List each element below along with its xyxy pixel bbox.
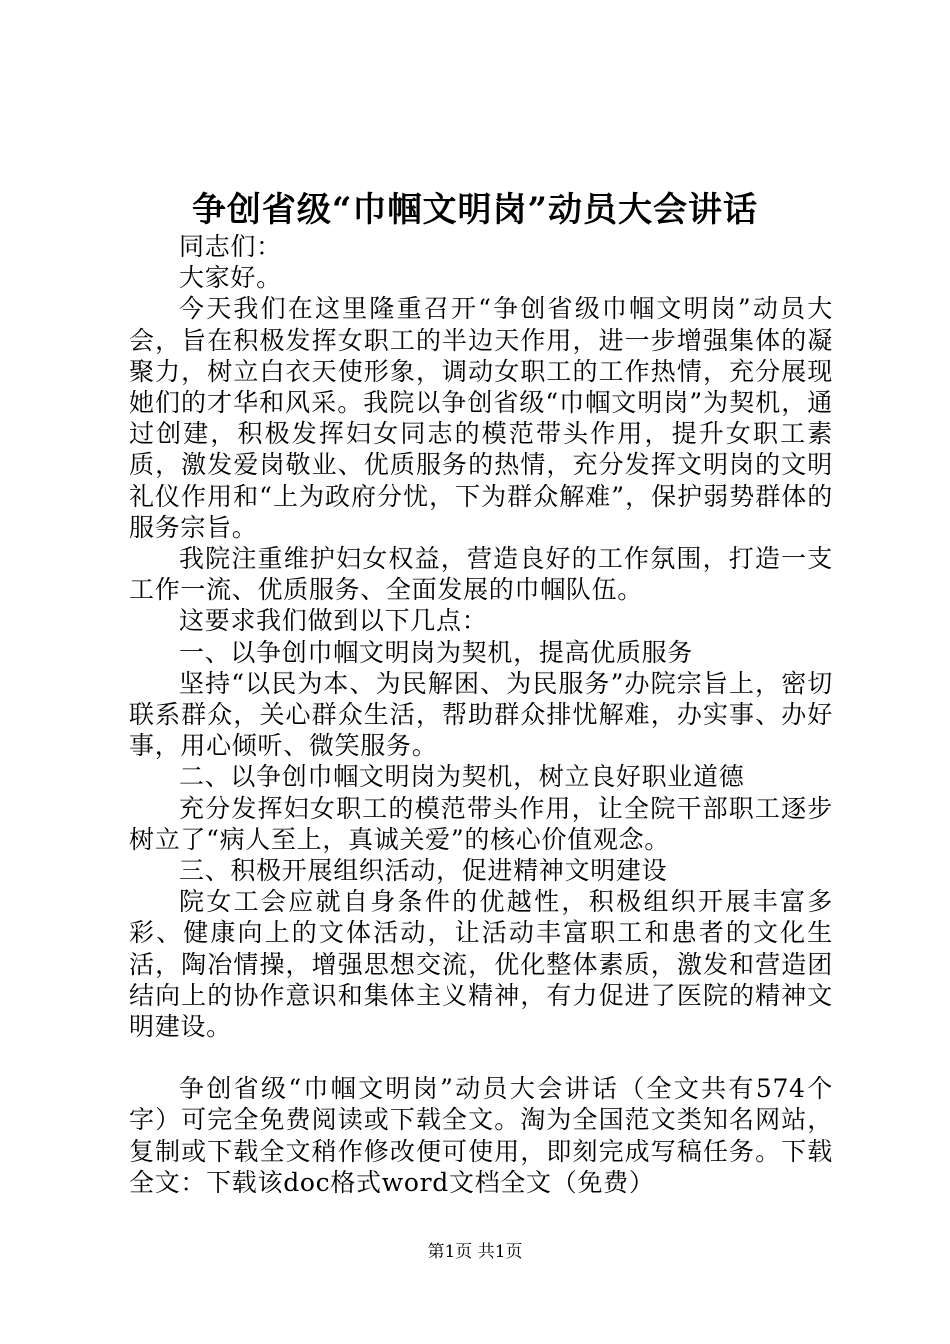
- section-body-2: 充分发挥妇女职工的模范带头作用，让全院干部职工逐步树立了“病人至上，真诚关爱”的核心价值观念。: [129, 793, 833, 854]
- section-heading-2: 二、以争创巾帼文明岗为契机，树立良好职业道德: [179, 762, 745, 792]
- section-heading-1: 一、以争创巾帼文明岗为契机，提高优质服务: [179, 637, 694, 667]
- section-body-1: 坚持“以民为本、为民解困、为民服务”办院宗旨上，密切联系群众，关心群众生活，帮助群众排忧解难，办实事、办好事，用心倾听、微笑服务。: [129, 668, 833, 761]
- document-title: 争创省级“巾帼文明岗”动员大会讲话: [191, 190, 759, 230]
- section-heading-3: 三、积极开展组织活动，促进精神文明建设: [179, 856, 668, 886]
- body-paragraph-intro: 今天我们在这里隆重召开“争创省级巾帼文明岗”动员大会，旨在积极发挥女职工的半边天作用，进一步增强集体的凝聚力，树立白衣天使形象，调动女职工的工作热情，充分展现她们的才华和风采。我院以争创省级“巾帼文明岗”为契机，通过创建，积极发挥妇女同志的模范带头作用，提升女职工素质，激发爱岗敬业、优质服务的热情，充分发挥文明岗的文明礼仪作用和“上为政府分忧，下为群众解难”，保护弱势群体的服务宗旨。: [129, 294, 833, 542]
- download-notice: 争创省级“巾帼文明岗”动员大会讲话（全文共有574个字）可完全免费阅读或下载全文。淘为全国范文类知名网站，复制或下载全文稍作修改便可使用，即刻完成写稿任务。下载全文：下载该doc格式word文档全文（免费）: [129, 1074, 833, 1197]
- page-number-footer: 第1页 共1页: [427, 1242, 523, 1262]
- section-body-3: 院女工会应就自身条件的优越性，积极组织开展丰富多彩、健康向上的文体活动，让活动丰富职工和患者的文化生活，陶冶情操，增强思想交流，优化整体素质，激发和营造团结向上的协作意识和集体主义精神，有力促进了医院的精神文明建设。: [129, 887, 833, 1042]
- salutation-line: 大家好。: [179, 263, 282, 293]
- greeting-line: 同志们：: [179, 232, 282, 261]
- document-body: [129, 231, 833, 1198]
- body-paragraph-requirements: 这要求我们做到以下几点：: [179, 606, 488, 636]
- body-paragraph-goal: 我院注重维护妇女权益，营造良好的工作氛围，打造一支工作一流、优质服务、全面发展的巾帼队伍。: [129, 544, 833, 605]
